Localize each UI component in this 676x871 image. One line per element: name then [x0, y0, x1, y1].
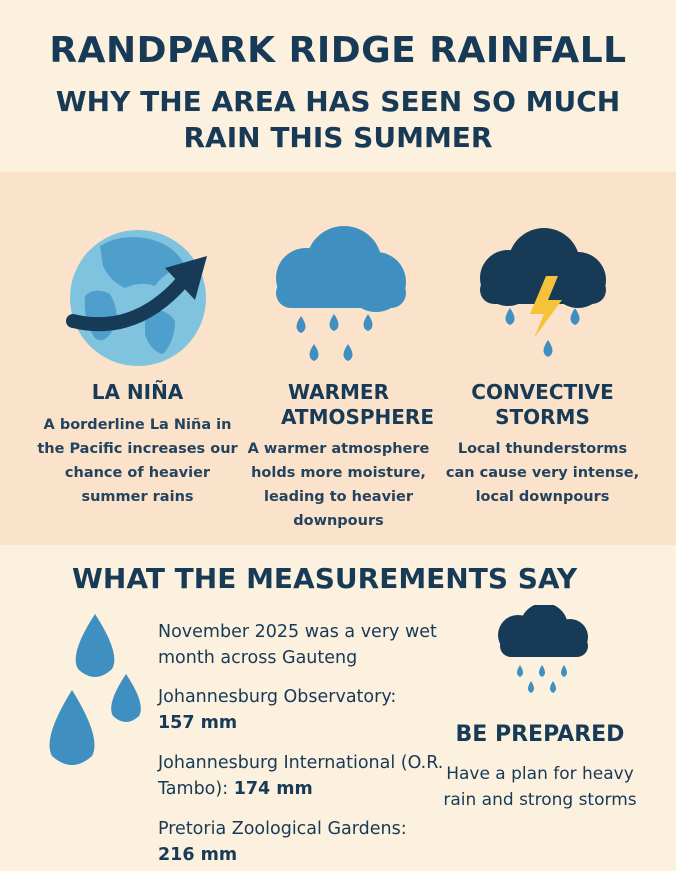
raindrops-icon — [297, 314, 373, 361]
station-value: 157 mm — [158, 713, 238, 733]
factor-description: Local thunderstorms can cause very intense, local downpours — [445, 441, 640, 505]
station-name: Pretoria Zoological Gardens: — [158, 819, 407, 839]
rain-cloud-icon — [226, 226, 451, 386]
page-subtitle: WHY THE AREA HAS SEEN SO MUCH RAIN THIS SUMMER — [55, 85, 621, 154]
globe-arrow-icon — [25, 226, 250, 386]
prepared-rain-cloud-icon — [480, 605, 610, 695]
station-or-tambo — [158, 750, 448, 802]
raindrops-icon — [506, 308, 580, 357]
factor-warmer-atmosphere — [226, 172, 451, 545]
page-title: RANDPARK RIDGE RAINFALL — [49, 30, 627, 71]
station-observatory — [158, 684, 448, 736]
factor-la-nina — [25, 172, 250, 545]
factor-description: A borderline La Niña in the Pacific increases our chance of heavier summer rains — [37, 417, 238, 505]
station-value: 174 mm — [233, 779, 313, 799]
station-pretoria-zoo — [158, 816, 448, 868]
station-name: Johannesburg Observatory: — [158, 687, 397, 707]
water-drops-icon — [40, 612, 150, 782]
factor-heading: WARMER ATMOSPHERE — [281, 380, 434, 429]
header — [0, 0, 676, 172]
station-value: 216 mm — [158, 845, 238, 865]
factor-heading: LA NIÑA — [91, 380, 184, 404]
factor-convective-storms — [430, 172, 655, 545]
prepared-text: Have a plan for heavy rain and strong storms — [443, 764, 637, 810]
measurements-intro: November 2025 was a very wet month across Gauteng — [158, 622, 437, 668]
measurements-title: WHAT THE MEASUREMENTS SAY — [72, 562, 578, 595]
factor-description: A warmer atmosphere holds more moisture, leading to heavier downpours — [247, 441, 430, 529]
factor-heading: CONVECTIVE STORMS — [471, 380, 614, 429]
station-name: Johannesburg International (O.R. Tambo): — [158, 753, 444, 799]
factors-band — [0, 172, 676, 545]
storm-cloud-icon — [430, 226, 655, 386]
prepared-title: BE PREPARED — [455, 722, 625, 747]
